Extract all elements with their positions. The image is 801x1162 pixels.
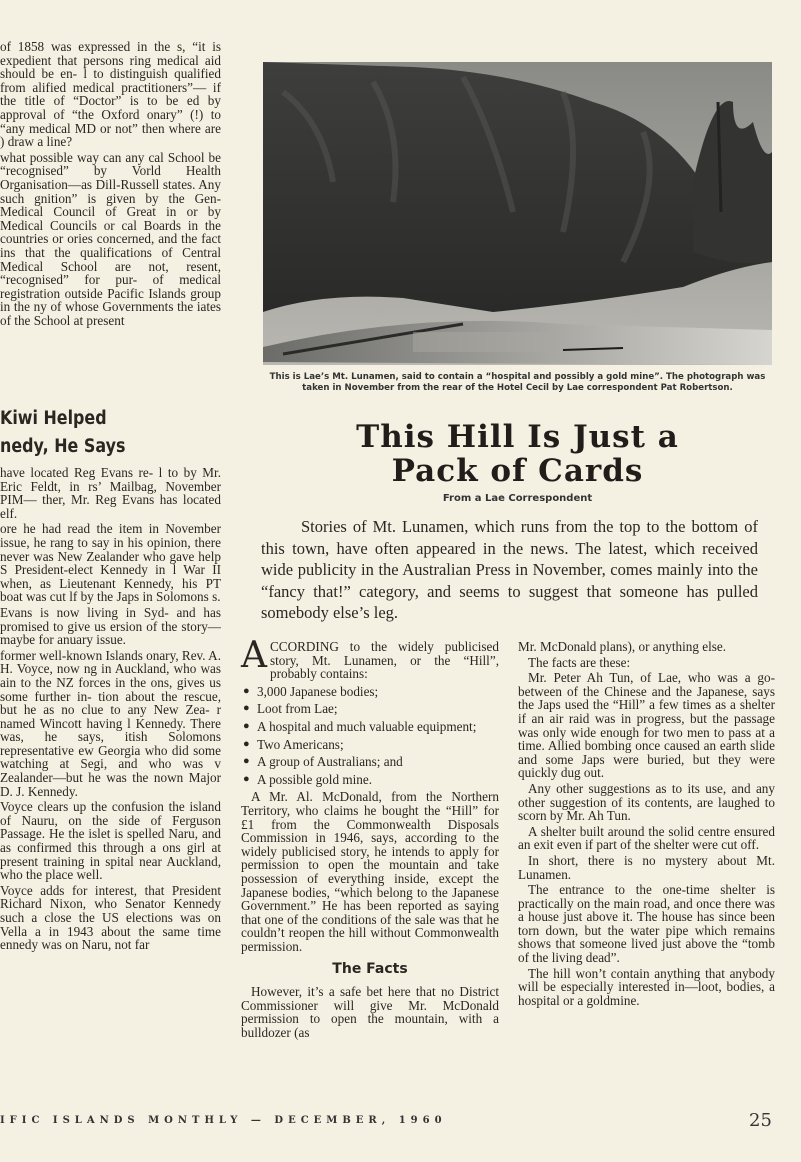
left-paragraph: Evans is now living in Syd- and has promised to give us ersion of the story—maybe for anuary issue. xyxy=(0,604,221,648)
left-paragraph: have located Reg Evans re- l to by Mr. Eric Feldt, in rs’ Mailbag, November PIM— ther, Mr. Reg Evans has located elf. xyxy=(0,466,221,521)
article-headline xyxy=(263,420,772,488)
left-paragraph: Voyce clears up the confusion the island of Nauru, on the side of Ferguson Passage. He the islet is spelled Naru, and as confirmed this through a ons girl at present training in spital near Auckland, who the place well. xyxy=(0,799,221,883)
intro-paragraph: Stories of Mt. Lunamen, which runs from the top to the bottom of this town, have often appeared in the news. The latest, which received wide publicity in the Australian Press in November, comes mainly into the “fancy that!” category, and seems to suggest that someone has pulled somebody else’s leg. xyxy=(261,517,758,623)
right-paragraph: In short, there is no mystery about Mt. Lunamen. xyxy=(518,852,775,882)
drop-cap: A xyxy=(241,635,267,676)
mid-paragraph: A Mr. Al. McDonald, from the Northern Territory, who claims he bought the “Hill” for £1 from the Commonwealth Disposals Commission in 1946, says, according to the widely publicised story, he intends to apply for permission to open the mountain and take possession of everything inside, except the Japanese bodies, “which belong to the Japanese Government.” He has been reported as saying that one of the conditions of the sale was that he couldn’t reopen the hill without Commonwealth permission. xyxy=(241,789,499,954)
facts-paragraph: However, it’s a safe bet here that no District Commissioner will give Mr. McDonald permission to open the mountain, with a bulldozer (as xyxy=(241,984,499,1040)
list-item: ● Two Americans; xyxy=(241,738,499,752)
left-headline-line: nedy, He Says xyxy=(0,436,126,457)
right-paragraph: Mr. McDonald plans), or anything else. xyxy=(518,639,727,654)
left-headline-line: Kiwi Helped xyxy=(0,408,107,429)
left-paragraph: what possible way can any cal School be “recognised” by Vorld Health Organisation—as Dill-Russell states. Any such gnition” is given by the Gen- Medical Council of Great in or by Medical Councils or cal Boards in the countries or ories concerned, and the fact ins that the qualifications of Central Medical School are not, resent, “recognised” for pur- of medical registration outside Pacific Islands group in the ny of whose Governments the iates of the School at present xyxy=(0,149,221,328)
right-paragraph: A shelter built around the solid centre ensured an exit even if part of the shelter were cut off. xyxy=(518,823,775,853)
byline: From a Lae Correspondent xyxy=(442,493,593,504)
photo-caption: This is Lae’s Mt. Lunamen, said to contain a “hospital and possibly a gold mine”. The photograph was taken in November from the rear of the Hotel Cecil by Lae correspondent Pat Robertson. xyxy=(269,372,766,393)
lead-text: CCORDING to the widely publicised story, Mt. Lunamen, or the “Hill”, probably contains: xyxy=(270,639,499,682)
left-paragraph: of 1858 was expressed in the s, “it is expedient that persons ring medical aid should be en- l to distinguish qualified from alified medical practitioners”— if the title of “Doctor” is to be ed by approval of “the Oxford onary” (!) to “any medical MD or not” then where are ) draw a line? xyxy=(0,40,221,150)
list-item: ● A hospital and much valuable equipment; xyxy=(241,720,499,734)
right-column xyxy=(518,640,775,1009)
headline-line-1: This Hill Is Just a xyxy=(356,419,679,455)
left-column xyxy=(0,40,221,329)
right-paragraph: The entrance to the one-time shelter is practically on the main road, and once there was a house just above it. The house has since been torn down, but the water pipe which remains shows that someone lived just above the “tomb of the living dead”. xyxy=(518,882,775,966)
list-item: ● A possible gold mine. xyxy=(241,773,499,787)
middle-column xyxy=(241,635,499,1041)
hill-photograph xyxy=(263,62,772,365)
list-item: ● A group of Australians; and xyxy=(241,755,499,769)
footer-publication: IFIC ISLANDS MONTHLY — DECEMBER, 1960 xyxy=(0,1115,447,1126)
list-item: ● 3,000 Japanese bodies; xyxy=(241,685,499,699)
left-paragraph: ore he had read the item in November issue, he rang to say in his opinion, there never was New Zealander who gave help S President-elect Kennedy in l War II when, as Lieutenant Kennedy, his PT boat was cut lf by the Japs in Solomons s. xyxy=(0,521,221,605)
headline-line-2: Pack of Cards xyxy=(391,453,644,489)
page-number: 25 xyxy=(749,1110,772,1131)
hill-photo-image xyxy=(263,62,772,365)
article-intro xyxy=(261,516,758,624)
left-paragraph: former well-known Islands onary, Rev. A. H. Voyce, now ng in Auckland, who was ain to the NZ forces in the ons, gives us some further in- tion about the rescue, but he as no clue to any New Zea- r named Wincott having l Kennedy. There was, he says, itish Solomons representative ew Georgia who did some watching at Segi, and who was v Zealander—but he was the nown Major D. J. Kennedy. xyxy=(0,647,221,799)
right-paragraph: The facts are these: xyxy=(528,654,631,670)
right-paragraph: Any other suggestions as to its use, and any other suggestion of its contents, are laughed to scorn by Mr. Ah Tun. xyxy=(518,780,775,824)
subhead-the-facts: The Facts xyxy=(332,961,408,978)
left-column-lower xyxy=(0,466,221,1106)
page-footer xyxy=(0,1112,801,1132)
lead-paragraph xyxy=(241,635,499,682)
contents-list xyxy=(241,685,499,787)
right-paragraph: Mr. Peter Ah Tun, of Lae, who was a go-between of the Chinese and the Japanese, says the Japs used the “Hill” a few times as a shelter if an air raid was in progress, but the passage was only wide enough for two men to pass at a time. Allied bombing once caused an earth slide and some Japs were buried, but they were quickly dug out. xyxy=(518,670,775,781)
right-paragraph: The hill won’t contain anything that anybody will be especially interested in—loot, bodies, a hospital or a goldmine. xyxy=(518,965,775,1008)
left-paragraph: Voyce adds for interest, that President Richard Nixon, who Senator Kennedy such a close the US elections was on Vella a in 1943 about the same time ennedy was on Naru, not far xyxy=(0,882,221,953)
list-item: ● Loot from Lae; xyxy=(241,702,499,716)
